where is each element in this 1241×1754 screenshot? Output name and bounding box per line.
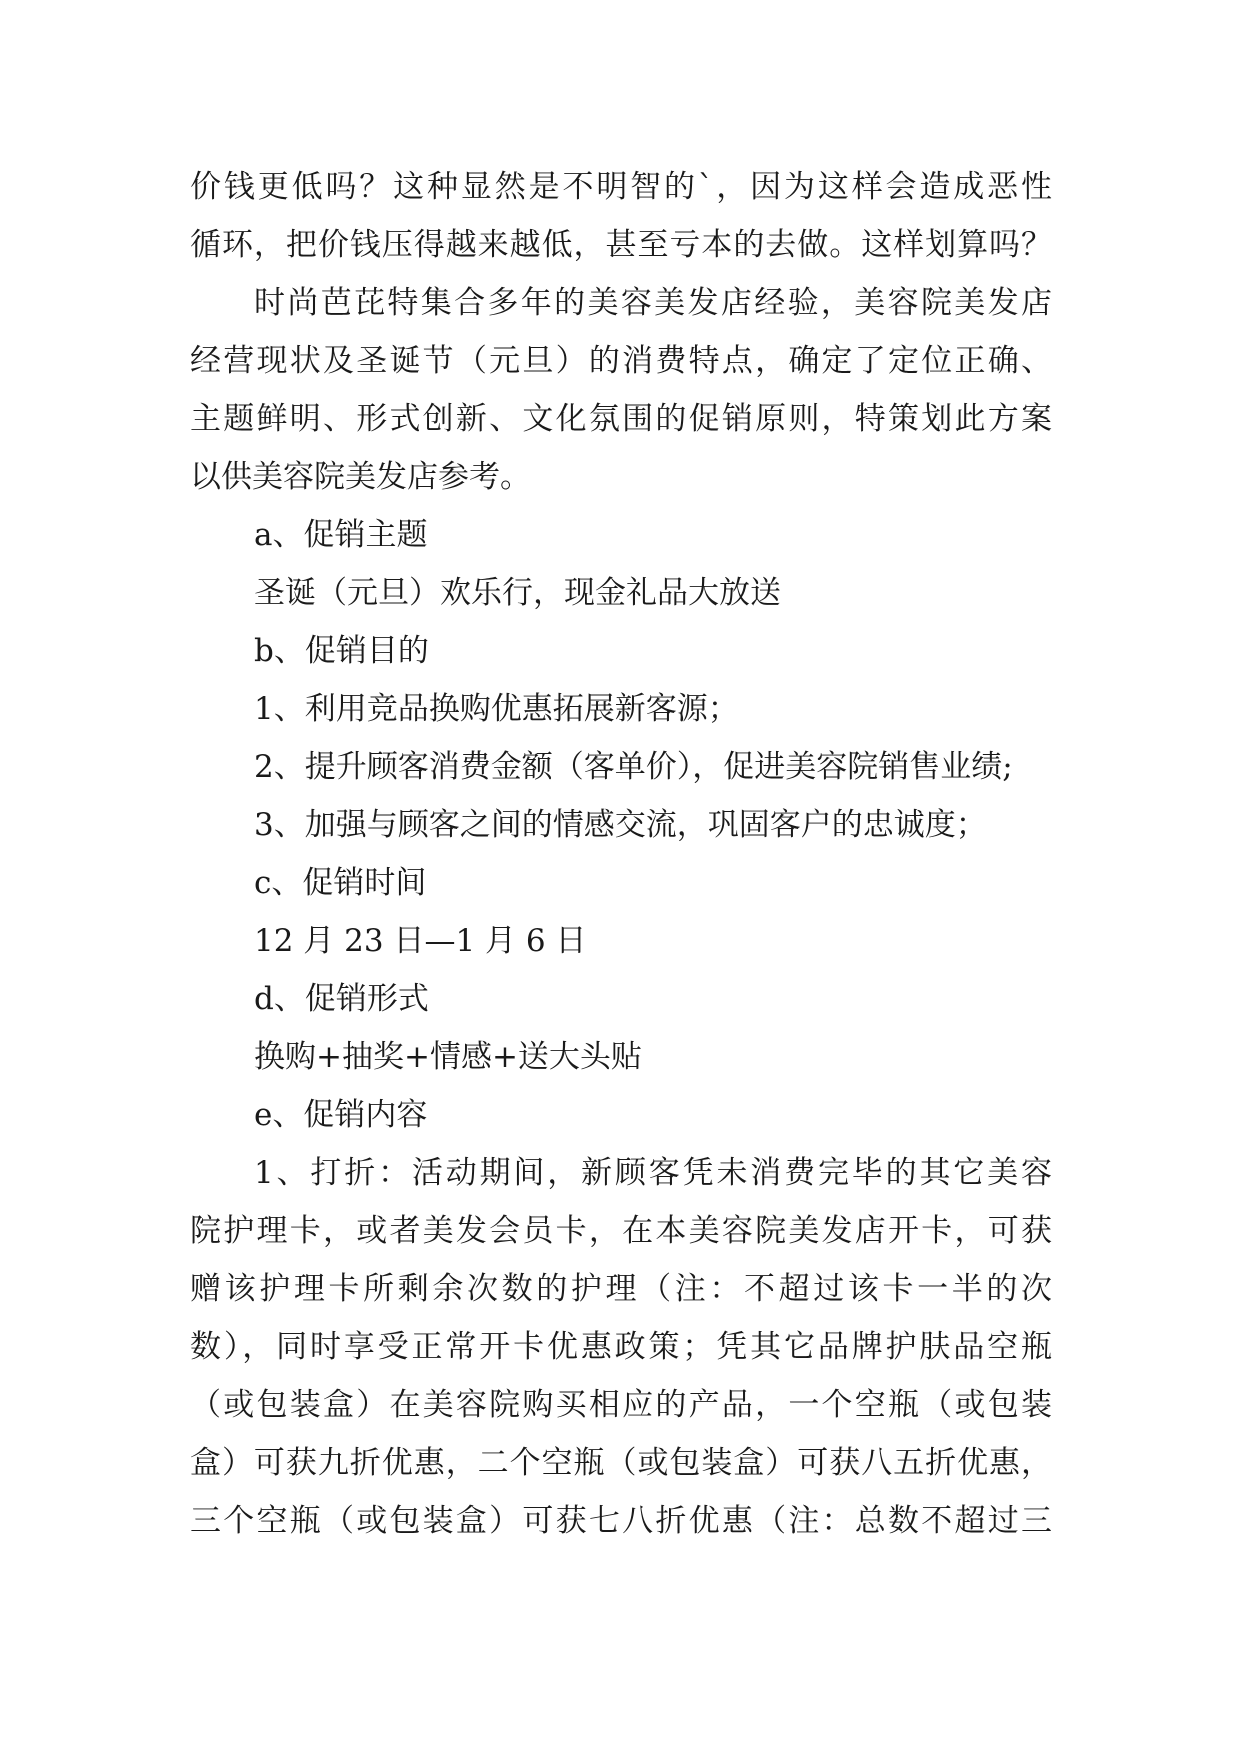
- text-line: a、促销主题: [254, 517, 428, 553]
- text-line: 价钱更低吗？这种显然是不明智的`，因为这样会造成恶性: [190, 169, 1052, 205]
- text-line: 时尚芭芘特集合多年的美容美发店经验，美容院美发店: [254, 285, 1052, 321]
- text-line: 1、打折：活动期间，新顾客凭未消费完毕的其它美容: [254, 1155, 1052, 1191]
- text-line: 3、加强与顾客之间的情感交流，巩固客户的忠诚度；: [254, 807, 987, 843]
- text-line: c、促销时间: [254, 865, 427, 901]
- text-line: 2、提升顾客消费金额（客单价），促进美容院销售业绩;: [254, 749, 1013, 785]
- text-line: 数），同时享受正常开卡优惠政策；凭其它品牌护肤品空瓶: [190, 1329, 1052, 1365]
- text-line: 赠该护理卡所剩余次数的护理（注：不超过该卡一半的次: [190, 1271, 1052, 1307]
- text-line: e、促销内容: [254, 1097, 428, 1133]
- text-line: d、促销形式: [254, 981, 429, 1017]
- document-body: [190, 158, 1052, 1550]
- text-line: b、促销目的: [254, 633, 429, 669]
- text-line: 以供美容院美发店参考。: [190, 459, 531, 495]
- text-line: 12 月 23 日—1 月 6 日: [254, 923, 587, 959]
- text-line: 圣诞（元旦）欢乐行，现金礼品大放送: [254, 575, 781, 611]
- text-line: 院护理卡，或者美发会员卡，在本美容院美发店开卡，可获: [190, 1213, 1052, 1249]
- text-line: 盒）可获九折优惠，二个空瓶（或包装盒）可获八五折优惠，: [190, 1445, 1052, 1481]
- text-line: 主题鲜明、形式创新、文化氛围的促销原则，特策划此方案: [190, 401, 1052, 437]
- text-line: 三个空瓶（或包装盒）可获七八折优惠（注：总数不超过三: [190, 1503, 1052, 1539]
- text-line: （或包装盒）在美容院购买相应的产品，一个空瓶（或包装: [190, 1387, 1052, 1423]
- text-line: 循环，把价钱压得越来越低，甚至亏本的去做。这样划算吗？: [190, 227, 1052, 263]
- text-line: 经营现状及圣诞节（元旦）的消费特点，确定了定位正确、: [190, 343, 1052, 379]
- text-line: 换购+抽奖+情感+送大头贴: [254, 1039, 642, 1075]
- text-line: 1、利用竞品换购优惠拓展新客源；: [254, 691, 739, 727]
